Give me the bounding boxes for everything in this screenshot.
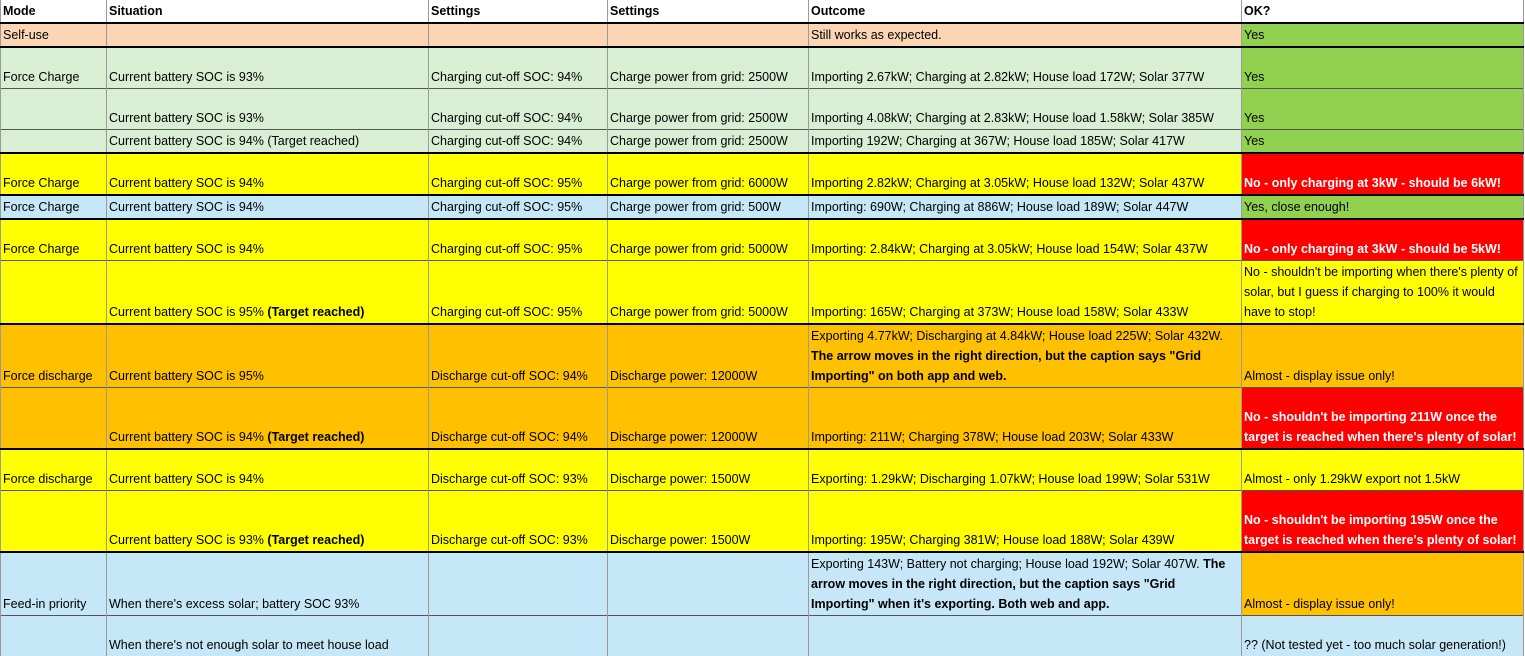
cell-mode-text: Force discharge [3,369,93,383]
cell-outcome[interactable] [809,491,1242,553]
cell-setting-2-text: Charge power from grid: 2500W [610,111,788,125]
cell-setting-2-text: Discharge power: 1500W [610,533,750,547]
header-settings-2[interactable]: Settings [608,0,809,23]
cell-mode[interactable] [1,324,107,388]
cell-setting-2[interactable] [608,491,809,553]
cell-mode[interactable] [1,219,107,261]
cell-outcome[interactable] [809,388,1242,450]
cell-outcome[interactable] [809,195,1242,219]
cell-mode-text: Force Charge [3,176,79,190]
cell-setting-1[interactable] [429,449,608,491]
cell-setting-1-text: Charging cut-off SOC: 95% [431,242,582,256]
cell-ok-text: Yes, close enough! [1244,200,1349,214]
cell-situation-text: When there's not enough solar to meet house load [109,638,389,652]
table-row [1,449,1524,491]
cell-mode[interactable] [1,616,107,656]
cell-outcome[interactable] [809,219,1242,261]
cell-setting-1[interactable] [429,153,608,195]
cell-setting-2-text: Charge power from grid: 2500W [610,134,788,148]
cell-situation-text: Current battery SOC is 94% [109,472,264,486]
cell-mode[interactable] [1,23,107,47]
cell-setting-1-text: Charging cut-off SOC: 95% [431,200,582,214]
cell-ok-text: Yes [1244,70,1264,84]
cell-mode-text: Force Charge [3,200,79,214]
cell-setting-2[interactable] [608,552,809,616]
cell-ok[interactable] [1242,449,1524,491]
cell-situation[interactable] [107,23,429,47]
cell-mode-text: Force Charge [3,242,79,256]
cell-ok-text: No - only charging at 3kW - should be 6kW! [1244,176,1501,190]
cell-outcome[interactable] [809,616,1242,656]
cell-mode[interactable] [1,47,107,89]
cell-outcome-text: Importing 2.67kW; Charging at 2.82kW; House load 172W; Solar 377W [811,70,1204,84]
cell-setting-1[interactable] [429,388,608,450]
cell-outcome[interactable] [809,130,1242,154]
cell-outcome-text: Exporting 4.77kW; Discharging at 4.84kW; House load 225W; Solar 432W. [811,329,1223,343]
cell-setting-2[interactable] [608,261,809,325]
cell-mode-text: Feed-in priority [3,597,86,611]
cell-ok[interactable] [1242,47,1524,89]
cell-ok-text: No - shouldn't be importing when there's plenty of solar, but I guess if charging to 100% it would have to stop! [1244,265,1518,319]
cell-ok[interactable] [1242,388,1524,450]
cell-situation-text: Current battery SOC is 94% (Target reached) [109,134,359,148]
cell-setting-1-text: Discharge cut-off SOC: 94% [431,430,588,444]
cell-setting-2[interactable] [608,219,809,261]
header-outcome[interactable]: Outcome [809,0,1242,23]
cell-outcome-text: Importing: 690W; Charging at 886W; House load 189W; Solar 447W [811,200,1188,214]
cell-situation[interactable] [107,449,429,491]
table-body [1,23,1524,656]
cell-setting-2-text: Discharge power: 1500W [610,472,750,486]
header-row [1,0,1524,23]
cell-setting-1[interactable] [429,552,608,616]
header-mode[interactable]: Mode [1,0,107,23]
cell-setting-1[interactable] [429,324,608,388]
cell-outcome[interactable] [809,23,1242,47]
cell-situation-bold-text: (Target reached) [267,533,364,547]
table-row [1,195,1524,219]
table-row [1,552,1524,616]
cell-mode[interactable] [1,195,107,219]
cell-ok[interactable] [1242,261,1524,325]
cell-situation[interactable] [107,219,429,261]
cell-mode[interactable] [1,552,107,616]
cell-mode[interactable] [1,261,107,325]
cell-setting-2-text: Charge power from grid: 2500W [610,70,788,84]
cell-mode-text: Force discharge [3,472,93,486]
cell-outcome[interactable] [809,552,1242,616]
cell-situation[interactable] [107,47,429,89]
cell-outcome-text: Exporting 143W; Battery not charging; House load 192W; Solar 407W. [811,557,1203,571]
cell-outcome[interactable] [809,47,1242,89]
cell-setting-1[interactable] [429,195,608,219]
cell-setting-1[interactable] [429,491,608,553]
cell-ok-text: Yes [1244,111,1264,125]
cell-ok-text: ?? (Not tested yet - too much solar generation!) [1244,638,1506,652]
cell-situation-text: Current battery SOC is 94% [109,176,264,190]
cell-mode-text: Force Charge [3,70,79,84]
cell-outcome-bold-text: The arrow moves in the right direction, but the caption says "Grid Importing" on both app and web. [811,349,1201,383]
cell-ok-text: Yes [1244,134,1264,148]
cell-situation[interactable] [107,153,429,195]
cell-setting-1-text: Charging cut-off SOC: 94% [431,111,582,125]
cell-situation-text: Current battery SOC is 93% [109,70,264,84]
cell-setting-1[interactable] [429,23,608,47]
cell-ok[interactable] [1242,195,1524,219]
table-row [1,130,1524,154]
table-row [1,324,1524,388]
cell-ok[interactable] [1242,130,1524,154]
cell-setting-2-text: Charge power from grid: 500W [610,200,781,214]
cell-situation-text: Current battery SOC is 94% [109,430,267,444]
cell-situation-text: Current battery SOC is 94% [109,242,264,256]
cell-setting-2[interactable] [608,388,809,450]
cell-outcome-text: Importing: 165W; Charging at 373W; House load 158W; Solar 433W [811,305,1188,319]
cell-outcome[interactable] [809,153,1242,195]
cell-setting-1[interactable] [429,89,608,130]
cell-ok[interactable] [1242,491,1524,553]
cell-ok-text: Yes [1244,28,1264,42]
table-row [1,261,1524,325]
cell-outcome-text: Exporting: 1.29kW; Discharging 1.07kW; House load 199W; Solar 531W [811,472,1210,486]
cell-ok-text: No - shouldn't be importing 195W once the target is reached when there's plenty of solar! [1244,513,1517,547]
cell-ok[interactable] [1242,89,1524,130]
cell-outcome[interactable] [809,324,1242,388]
cell-outcome-text: Importing: 195W; Charging 381W; House load 188W; Solar 439W [811,533,1174,547]
cell-setting-1-text: Charging cut-off SOC: 95% [431,176,582,190]
cell-outcome-text: Importing 4.08kW; Charging at 2.83kW; House load 1.58kW; Solar 385W [811,111,1214,125]
table-row [1,153,1524,195]
cell-situation[interactable] [107,552,429,616]
cell-mode[interactable] [1,449,107,491]
cell-setting-2[interactable] [608,23,809,47]
cell-ok[interactable] [1242,324,1524,388]
cell-situation-text: When there's excess solar; battery SOC 93% [109,597,359,611]
cell-ok[interactable] [1242,23,1524,47]
cell-setting-2[interactable] [608,130,809,154]
cell-setting-2[interactable] [608,47,809,89]
cell-situation[interactable] [107,195,429,219]
header-ok[interactable]: OK? [1242,0,1524,23]
cell-situation[interactable] [107,324,429,388]
cell-situation-text: Current battery SOC is 94% [109,200,264,214]
cell-setting-1[interactable] [429,130,608,154]
cell-setting-1[interactable] [429,616,608,656]
cell-situation[interactable] [107,616,429,656]
cell-ok-text: Almost - display issue only! [1244,369,1395,383]
cell-setting-2[interactable] [608,324,809,388]
cell-outcome-text: Importing 2.82kW; Charging at 3.05kW; House load 132W; Solar 437W [811,176,1204,190]
cell-setting-2[interactable] [608,616,809,656]
cell-mode[interactable] [1,491,107,553]
cell-setting-1-text: Discharge cut-off SOC: 93% [431,472,588,486]
cell-ok[interactable] [1242,552,1524,616]
cell-situation-text: Current battery SOC is 93% [109,111,264,125]
header-situation[interactable]: Situation [107,0,429,23]
cell-outcome-text: Importing: 2.84kW; Charging at 3.05kW; House load 154W; Solar 437W [811,242,1208,256]
cell-setting-2-text: Charge power from grid: 5000W [610,242,788,256]
cell-situation-bold-text: (Target reached) [267,430,364,444]
cell-setting-2-text: Charge power from grid: 5000W [610,305,788,319]
cell-setting-1-text: Discharge cut-off SOC: 93% [431,533,588,547]
cell-ok[interactable] [1242,153,1524,195]
cell-ok-text: No - only charging at 3kW - should be 5kW! [1244,242,1501,256]
cell-setting-1[interactable] [429,219,608,261]
cell-situation[interactable] [107,130,429,154]
cell-situation[interactable] [107,261,429,325]
cell-ok-text: No - shouldn't be importing 211W once the target is reached when there's plenty of solar! [1244,410,1517,444]
cell-setting-1[interactable] [429,261,608,325]
cell-outcome[interactable] [809,89,1242,130]
cell-setting-2-text: Charge power from grid: 6000W [610,176,788,190]
cell-ok-text: Almost - display issue only! [1244,597,1395,611]
table-row [1,89,1524,130]
cell-situation[interactable] [107,89,429,130]
cell-outcome[interactable] [809,449,1242,491]
cell-outcome-text: Importing 192W; Charging at 367W; House load 185W; Solar 417W [811,134,1185,148]
cell-mode[interactable] [1,89,107,130]
cell-outcome-text: Importing: 211W; Charging 378W; House load 203W; Solar 433W [811,430,1173,444]
table-row [1,23,1524,47]
cell-setting-1[interactable] [429,47,608,89]
table-row [1,219,1524,261]
header-settings-1[interactable]: Settings [429,0,608,23]
cell-setting-2-text: Discharge power: 12000W [610,430,757,444]
cell-setting-1-text: Charging cut-off SOC: 95% [431,305,582,319]
cell-outcome-bold-text: The arrow moves in the right direction, but the caption says "Grid Importing" when it's exporting. Both web and app. [811,557,1225,611]
table-row [1,47,1524,89]
cell-ok-text: Almost - only 1.29kW export not 1.5kW [1244,472,1460,486]
table-row [1,491,1524,553]
cell-outcome[interactable] [809,261,1242,325]
cell-setting-2-text: Discharge power: 12000W [610,369,757,383]
cell-setting-2[interactable] [608,449,809,491]
cell-situation[interactable] [107,491,429,553]
cell-situation-text: Current battery SOC is 93% [109,533,267,547]
cell-mode-text: Self-use [3,28,49,42]
cell-ok[interactable] [1242,219,1524,261]
cell-outcome-text: Still works as expected. [811,28,942,42]
cell-setting-2[interactable] [608,195,809,219]
table-row [1,616,1524,656]
cell-situation[interactable] [107,388,429,450]
cell-ok[interactable] [1242,616,1524,656]
cell-mode[interactable] [1,130,107,154]
cell-mode[interactable] [1,153,107,195]
cell-setting-1-text: Charging cut-off SOC: 94% [431,134,582,148]
cell-situation-text: Current battery SOC is 95% [109,305,267,319]
cell-setting-1-text: Charging cut-off SOC: 94% [431,70,582,84]
cell-setting-1-text: Discharge cut-off SOC: 94% [431,369,588,383]
cell-setting-2[interactable] [608,89,809,130]
cell-mode[interactable] [1,388,107,450]
cell-setting-2[interactable] [608,153,809,195]
cell-situation-text: Current battery SOC is 95% [109,369,264,383]
table-row [1,388,1524,450]
cell-situation-bold-text: (Target reached) [267,305,364,319]
